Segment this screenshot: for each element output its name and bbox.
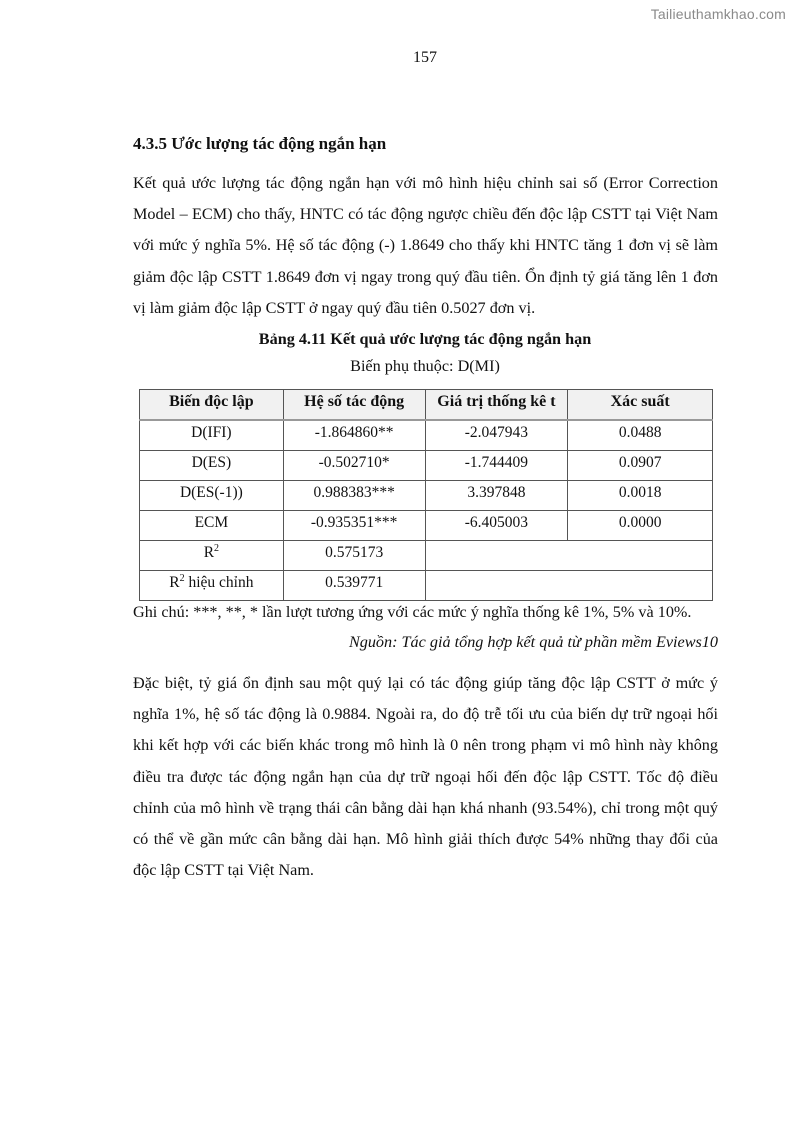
table-row [140,511,713,541]
cell-probability: 0.0000 [568,511,713,541]
header-independent-variable: Biến độc lập [140,390,284,421]
table-row-adjusted-r-squared [140,571,713,601]
table-subtitle: Biến phụ thuộc: D(MI) [350,357,500,375]
header-t-statistic: Giá trị thống kê t [425,390,568,421]
page-number: 157 [413,49,437,66]
watermark: Tailieuthamkhao.com [650,6,786,22]
cell-variable: D(ES) [140,451,284,481]
cell-coefficient: -0.935351*** [283,511,425,541]
cell-t-statistic: -2.047943 [425,420,568,451]
table-header-row [140,390,713,421]
cell-empty [425,571,712,601]
cell-t-statistic: -1.744409 [425,451,568,481]
table-row-r-squared [140,541,713,571]
section-heading: 4.3.5 Ước lượng tác động ngắn hạn [133,134,387,153]
cell-r-squared-label: $R^2$ [140,541,284,571]
table-row [140,420,713,451]
cell-coefficient: -1.864860** [283,420,425,451]
cell-r-squared-value: 0.575173 [283,541,425,571]
header-probability: Xác suất [568,390,713,421]
results-table [139,389,713,601]
cell-variable: D(ES(-1)) [140,481,284,511]
cell-adjusted-r-squared-value: 0.539771 [283,571,425,601]
paragraph-intro: Kết quả ước lượng tác động ngắn hạn với mô hình hiệu chỉnh sai số (Error Correction Model – ECM) cho thấy, HNTC có tác động ngược chiều đến độc lập CSTT tại Việt Nam với mức ý nghĩa 5%. Hệ số tác động (-) 1.8649 cho thấy khi HNTC tăng 1 đơn vị sẽ làm giảm độc lập CSTT 1.8649 đơn vị ngay trong quý đầu tiên. Ổn định tỷ giá tăng lên 1 đơn vị làm giảm độc lập CSTT ở ngay quý đầu tiên 0.5027 đơn vị. [133,174,718,317]
cell-coefficient: 0.988383*** [283,481,425,511]
cell-probability: 0.0907 [568,451,713,481]
table-note: Ghi chú: ***, **, * lần lượt tương ứng với các mức ý nghĩa thống kê 1%, 5% và 10%. [133,603,692,621]
cell-variable: ECM [140,511,284,541]
cell-probability: 0.0488 [568,420,713,451]
cell-empty [425,541,712,571]
table-title: Bảng 4.11 Kết quả ước lượng tác động ngắn hạn [258,330,592,348]
cell-t-statistic: -6.405003 [425,511,568,541]
cell-t-statistic: 3.397848 [425,481,568,511]
paragraph-discussion: Đặc biệt, tỷ giá ổn định sau một quý lại có tác động giúp tăng độc lập CSTT ở mức ý nghĩa 1%, hệ số tác động là 0.9884. Ngoài ra, do độ trễ tối ưu của biến dự trữ ngoại hối khi kết hợp với các biến khác trong mô hình là 0 nên trong phạm vi mô hình này không điều tra được tác động ngắn hạn của dự trữ ngoại hối đến độc lập CSTT. Tốc độ điều chỉnh của mô hình về trạng thái cân bằng dài hạn khá nhanh (93.54%), chỉ trong một quý có thể về gần mức cân bằng dài hạn. Mô hình giải thích được 54% những thay đổi của độc lập CSTT tại Việt Nam. [133,674,718,880]
cell-coefficient: -0.502710* [283,451,425,481]
cell-adjusted-r-squared-label: $R^2$ hiệu chỉnh [140,571,284,601]
table-row [140,481,713,511]
table-source: Nguồn: Tác giả tổng hợp kết quả từ phần mềm Eviews10 [348,633,718,651]
cell-variable: D(IFI) [140,420,284,451]
header-coefficient: Hệ số tác động [283,390,425,421]
cell-probability: 0.0018 [568,481,713,511]
table-row [140,451,713,481]
